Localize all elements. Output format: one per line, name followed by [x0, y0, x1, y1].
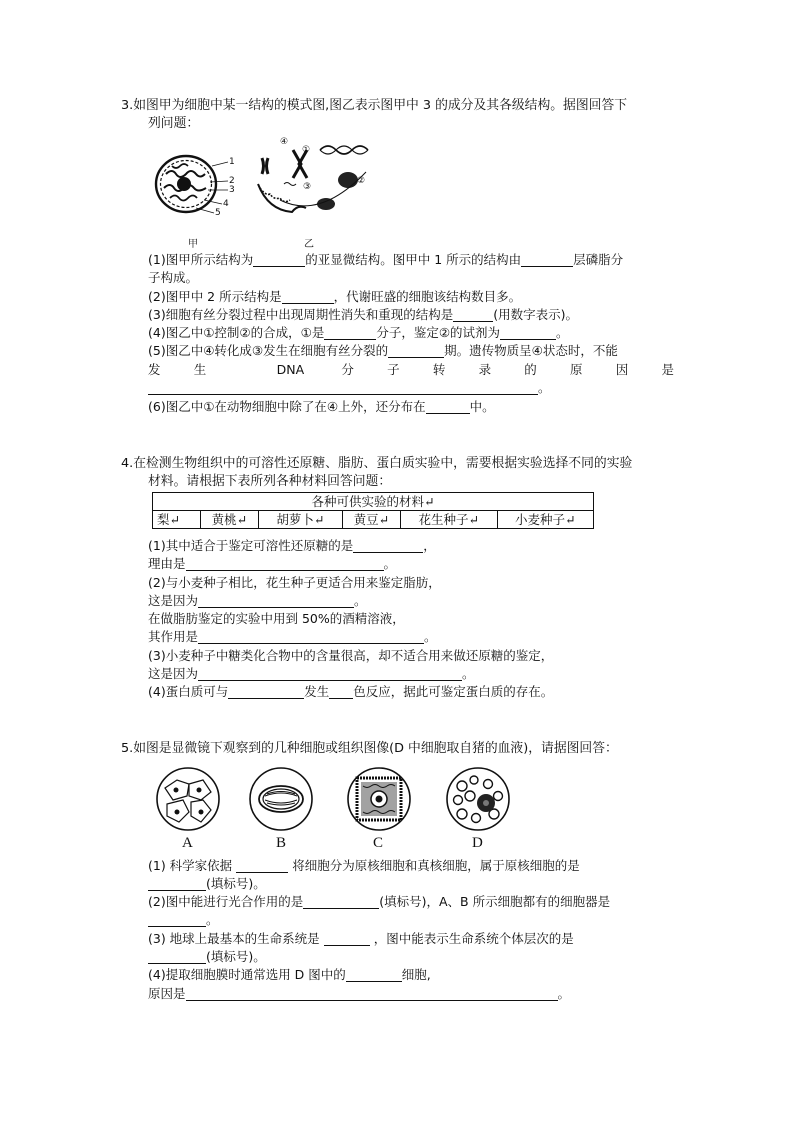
fig-yi-num-3: ③ [303, 182, 312, 192]
fig-yi-num-2: ② [357, 176, 366, 186]
q4-sub2-line4: 其作用是 。 [148, 629, 437, 644]
fig-jia-num-3: 3 [229, 185, 235, 195]
blank-q4-2a[interactable] [198, 593, 354, 608]
blank-q3-3[interactable] [453, 307, 493, 322]
blank-q3-1b[interactable] [521, 252, 573, 267]
materials-header: 各种可供实验的材料↵ [153, 493, 594, 511]
blank-q4-2b[interactable] [198, 629, 424, 644]
micrograph-a [155, 766, 221, 832]
q5-sub1-line2: (填标号)。 [148, 874, 266, 894]
blank-q3-1a[interactable] [253, 252, 305, 267]
q5-sub4-line1: (4)提取细胞膜时通常选用 D 图中的 细胞, [148, 967, 431, 982]
q3-sub5-line1: (5)图乙中④转化成③发生在细胞有丝分裂的 期。遗传物质呈④状态时，不能 [148, 343, 618, 358]
material-cell: 黄桃↵ [200, 511, 258, 529]
blank-q5-3a[interactable] [324, 931, 370, 946]
q4-sub4: (4)蛋白质可与 发生 色反应，据此可鉴定蛋白质的存在。 [148, 684, 554, 699]
q4-sub3-line2: 这是因为 。 [148, 666, 475, 681]
label-b: B [276, 835, 287, 851]
blank-q3-5b[interactable] [148, 380, 538, 395]
blank-q3-2[interactable] [282, 289, 334, 304]
q5-sub2-line2: 。 [148, 910, 219, 930]
blank-q4-4b[interactable] [329, 684, 353, 699]
blank-q3-5a[interactable] [388, 343, 444, 358]
label-d: D [472, 835, 483, 851]
blank-q4-4a[interactable] [228, 684, 304, 699]
blank-q5-2b[interactable] [148, 912, 206, 927]
q4-sub1-line1: (1)其中适合于鉴定可溶性还原糖的是 ， [148, 538, 436, 553]
label-c: C [373, 835, 384, 851]
q5-sub3-line1: (3) 地球上最基本的生命系统是 ，图中能表示生命系统个体层次的是 [148, 931, 574, 946]
material-cell: 黄豆↵ [342, 511, 400, 529]
blank-q4-3[interactable] [198, 666, 462, 681]
q3-sub1-line2: 子构成。 [148, 270, 199, 285]
q4-sub2-line2: 这是因为 。 [148, 593, 367, 608]
q4-stem-line2: 材料。请根据下表所列各种材料回答问题： [148, 474, 392, 489]
q5-sub4-line2: 原因是 。 [148, 986, 571, 1001]
blank-q4-1b[interactable] [186, 556, 384, 571]
q3-stem-line1: 3.如图甲为细胞中某一结构的模式图,图乙表示图甲中 3 的成分及其各级结构。据图回答下 [121, 98, 628, 113]
materials-header-row [153, 493, 594, 511]
fig-yi-num-1: ① [302, 145, 311, 155]
blank-q5-3b[interactable] [148, 949, 206, 964]
fig-jia-num-2: 2 [229, 176, 235, 186]
material-cell: 胡萝卜↵ [259, 511, 343, 529]
q3-sub5-line2: 发生 DNA 分子转录的原因是 [148, 362, 674, 377]
q5-sub3-line2: (填标号)。 [148, 947, 266, 967]
blank-q5-1b[interactable] [148, 876, 206, 891]
fig-yi-label: 乙 [304, 239, 314, 250]
q5-stem: 5.如图是显微镜下观察到的几种细胞或组织图像(D 中细胞取自猪的血液)，请据图回答： [121, 741, 618, 756]
materials-table [152, 492, 594, 529]
blank-q5-2a[interactable] [303, 894, 379, 909]
blank-q5-4a[interactable] [346, 967, 402, 982]
micrograph-b [247, 766, 315, 832]
q5-sub2-line1: (2)图中能进行光合作用的是 (填标号)，A、B 所示细胞都有的细胞器是 [148, 894, 611, 909]
q4-sub1-line2: 理由是 。 [148, 556, 397, 571]
fig-jia-label: 甲 [188, 239, 198, 250]
fig-jia-num-1: 1 [229, 157, 235, 167]
q3-sub3: (3)细胞有丝分裂过程中出现周期性消失和重现的结构是 (用数字表示)。 [148, 307, 578, 322]
blank-q3-4b[interactable] [500, 325, 556, 340]
material-cell: 花生种子↵ [401, 511, 497, 529]
materials-row [153, 511, 594, 529]
blank-q4-1a[interactable] [353, 538, 423, 553]
q3-sub4: (4)图乙中①控制②的合成，①是 分子，鉴定②的试剂为 。 [148, 325, 569, 340]
q3-sub1-line1: (1)图甲所示结构为 的亚显微结构。图甲中 1 所示的结构由 层磷脂分 [148, 252, 624, 267]
q3-sub5-line3: 。 [148, 378, 551, 398]
q4-sub2-line1: (2)与小麦种子相比，花生种子更适合用来鉴定脂肪， [148, 575, 441, 590]
fig-yi-num-4: ④ [280, 137, 289, 147]
q3-sub2: (2)图甲中 2 所示结构是 ，代谢旺盛的细胞该结构数目多。 [148, 289, 522, 304]
blank-q3-6[interactable] [426, 399, 470, 414]
q4-stem-line1: 4.在检测生物组织中的可溶性还原糖、脂肪、蛋白质实验中，需要根据实验选择不同的实验 [121, 456, 633, 471]
fig-jia-num-5: 5 [215, 208, 221, 218]
q5-sub1-line1: (1) 科学家依据 将细胞分为原核细胞和真核细胞，属于原核细胞的是 [148, 858, 580, 873]
q3-sub6: (6)图乙中①在动物细胞中除了在④上外，还分布在 中。 [148, 399, 495, 414]
micrograph-d [444, 766, 512, 832]
blank-q3-4a[interactable] [324, 325, 376, 340]
fig-jia-num-4: 4 [223, 199, 229, 209]
micrograph-c [345, 766, 413, 832]
material-cell: 梨↵ [153, 511, 201, 529]
q4-sub2-line3: 在做脂肪鉴定的实验中用到 50%的酒精溶液， [148, 611, 405, 626]
q4-sub3-line1: (3)小麦种子中糖类化合物中的含量很高，却不适合用来做还原糖的鉴定， [148, 648, 554, 663]
material-cell: 小麦种子↵ [497, 511, 594, 529]
label-a: A [182, 835, 193, 851]
blank-q5-1a[interactable] [236, 858, 288, 873]
q3-stem-line2: 列问题： [148, 116, 200, 131]
blank-q5-4b[interactable] [186, 986, 558, 1001]
